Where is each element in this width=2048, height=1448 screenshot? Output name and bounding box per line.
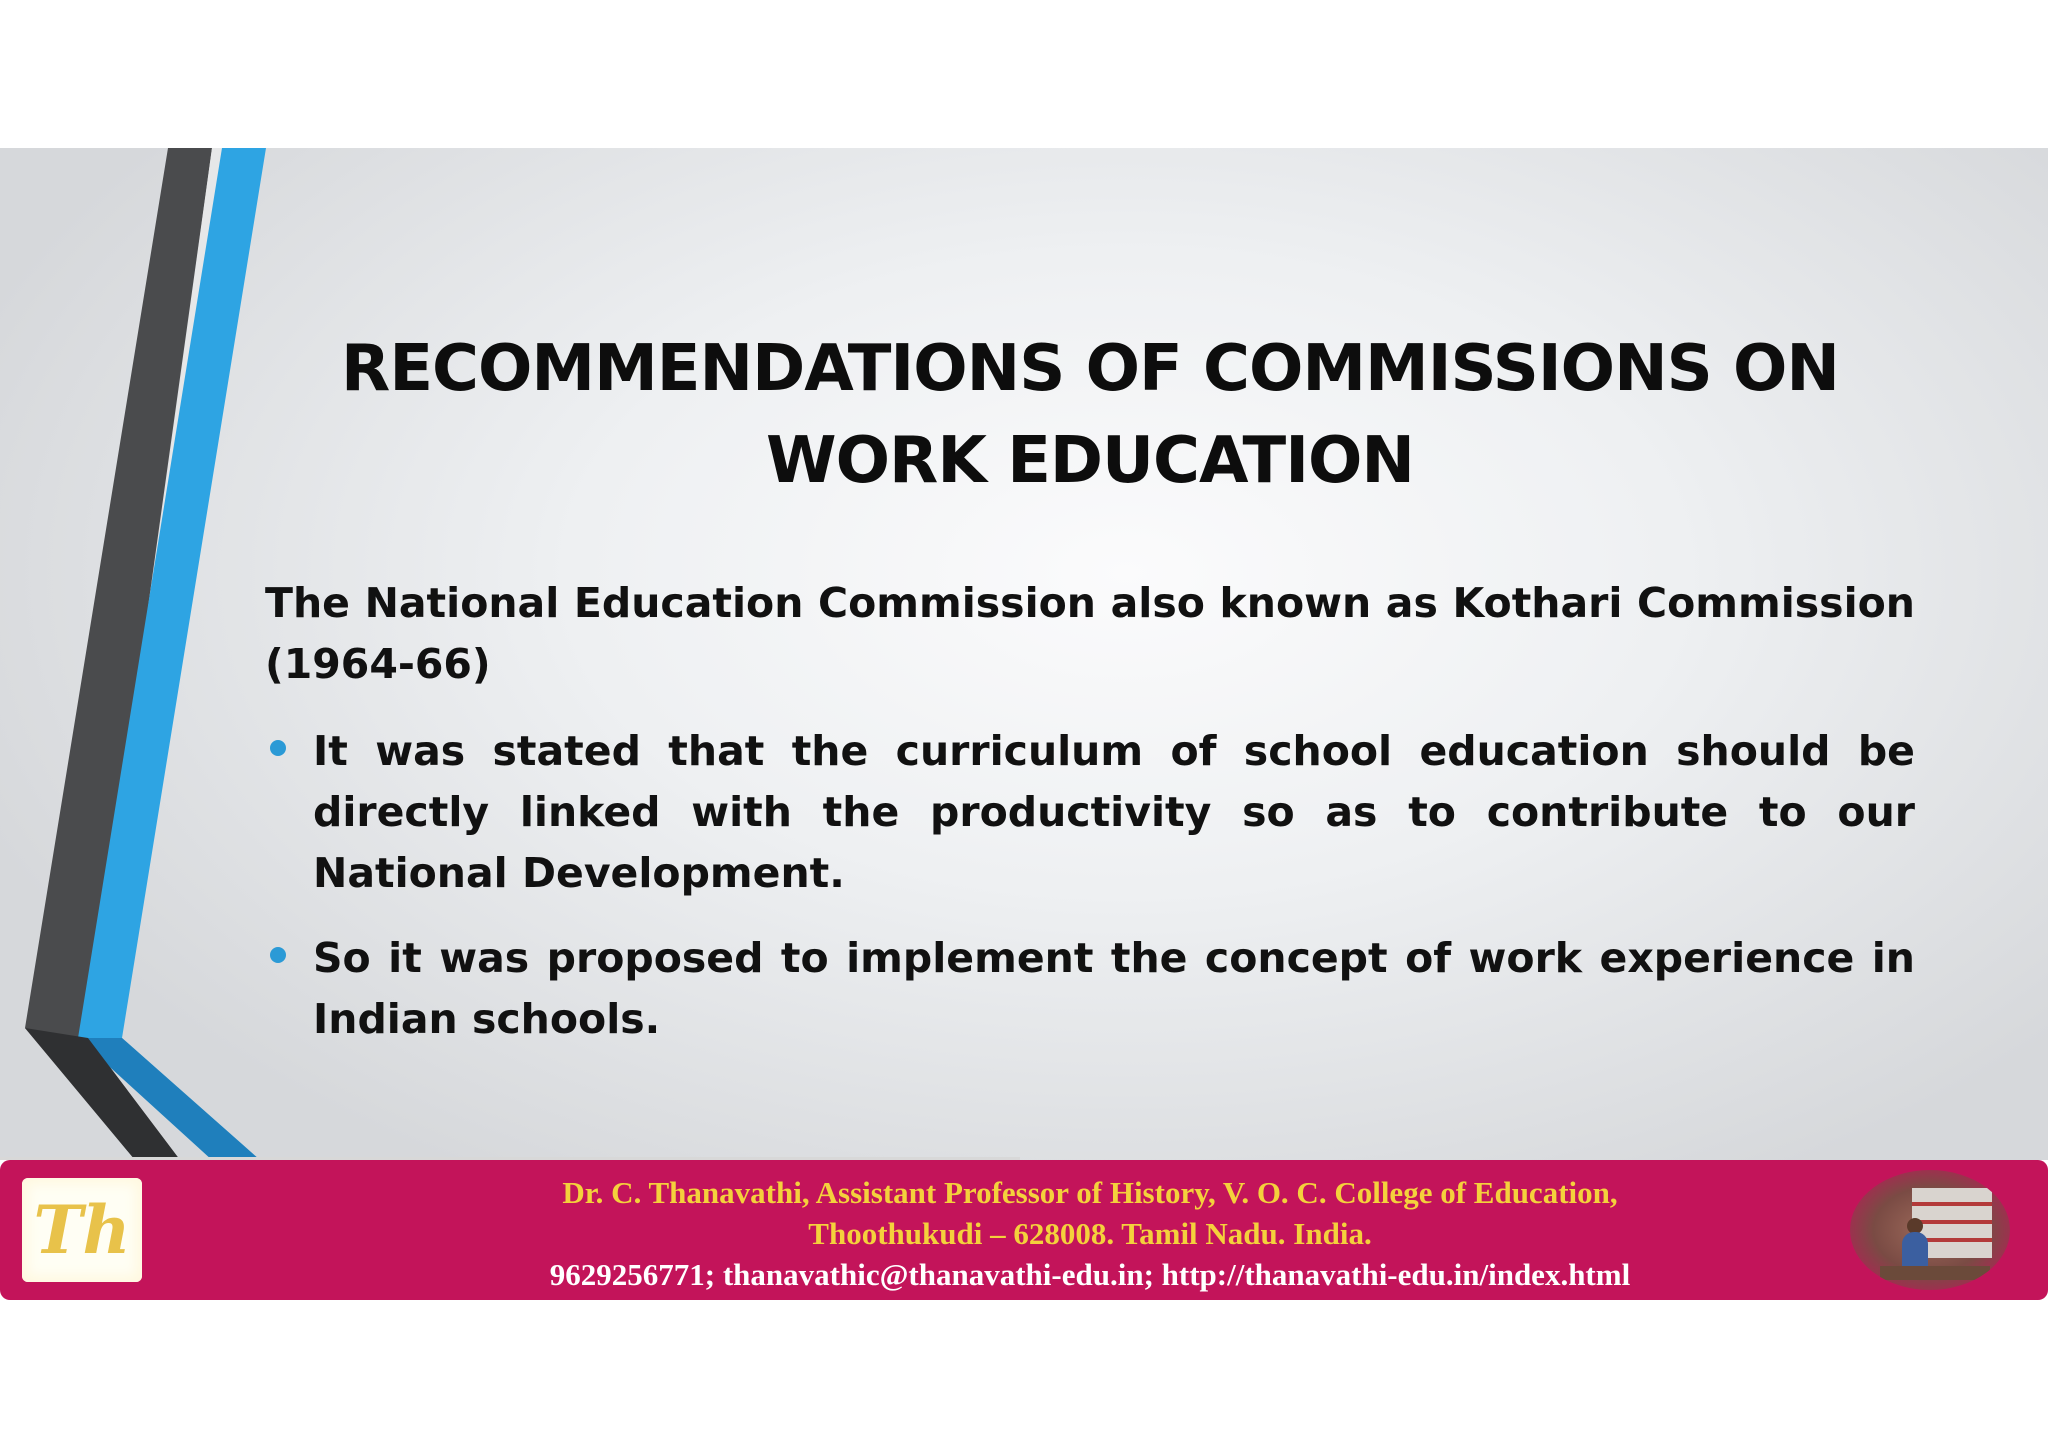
title-line-2: WORK EDUCATION bbox=[766, 424, 1414, 498]
footer-address-line: Thoothukudi – 628008. Tamil Nadu. India. bbox=[808, 1216, 1372, 1251]
slide bbox=[0, 148, 2048, 1160]
slide-title bbox=[310, 323, 1870, 507]
logo-text: Th bbox=[33, 1191, 131, 1269]
footer-contact-line: 9629256771; thanavathic@thanavathi-edu.in; http://thanavathi-edu.in/index.html bbox=[549, 1257, 1631, 1292]
bullet-text: It was stated that the curriculum of school education should be directly linked with the productivity so as to contribute to our National Development. bbox=[313, 727, 1915, 897]
bullet-icon bbox=[270, 740, 286, 756]
footer-author-line: Dr. C. Thanavathi, Assistant Professor of History, V. O. C. College of Education, bbox=[562, 1175, 1618, 1210]
footer-divider bbox=[0, 1157, 1020, 1160]
footer-text bbox=[240, 1172, 1940, 1295]
author-photo bbox=[1850, 1170, 2010, 1290]
title-line-1: RECOMMENDATIONS OF COMMISSIONS ON bbox=[341, 332, 1839, 406]
bullet-list bbox=[265, 721, 1915, 1050]
bullet-item bbox=[265, 928, 1915, 1050]
photo-desk bbox=[1880, 1266, 1990, 1280]
bullet-text: So it was proposed to implement the concept of work experience in Indian schools. bbox=[313, 934, 1915, 1043]
slide-content bbox=[265, 573, 1915, 1074]
bullet-item bbox=[265, 721, 1915, 904]
footer-banner bbox=[0, 1160, 2048, 1300]
intro-paragraph: The National Education Commission also known as Kothari Commission (1964-66) bbox=[265, 579, 1915, 688]
logo bbox=[22, 1178, 142, 1282]
bullet-icon bbox=[270, 947, 286, 963]
